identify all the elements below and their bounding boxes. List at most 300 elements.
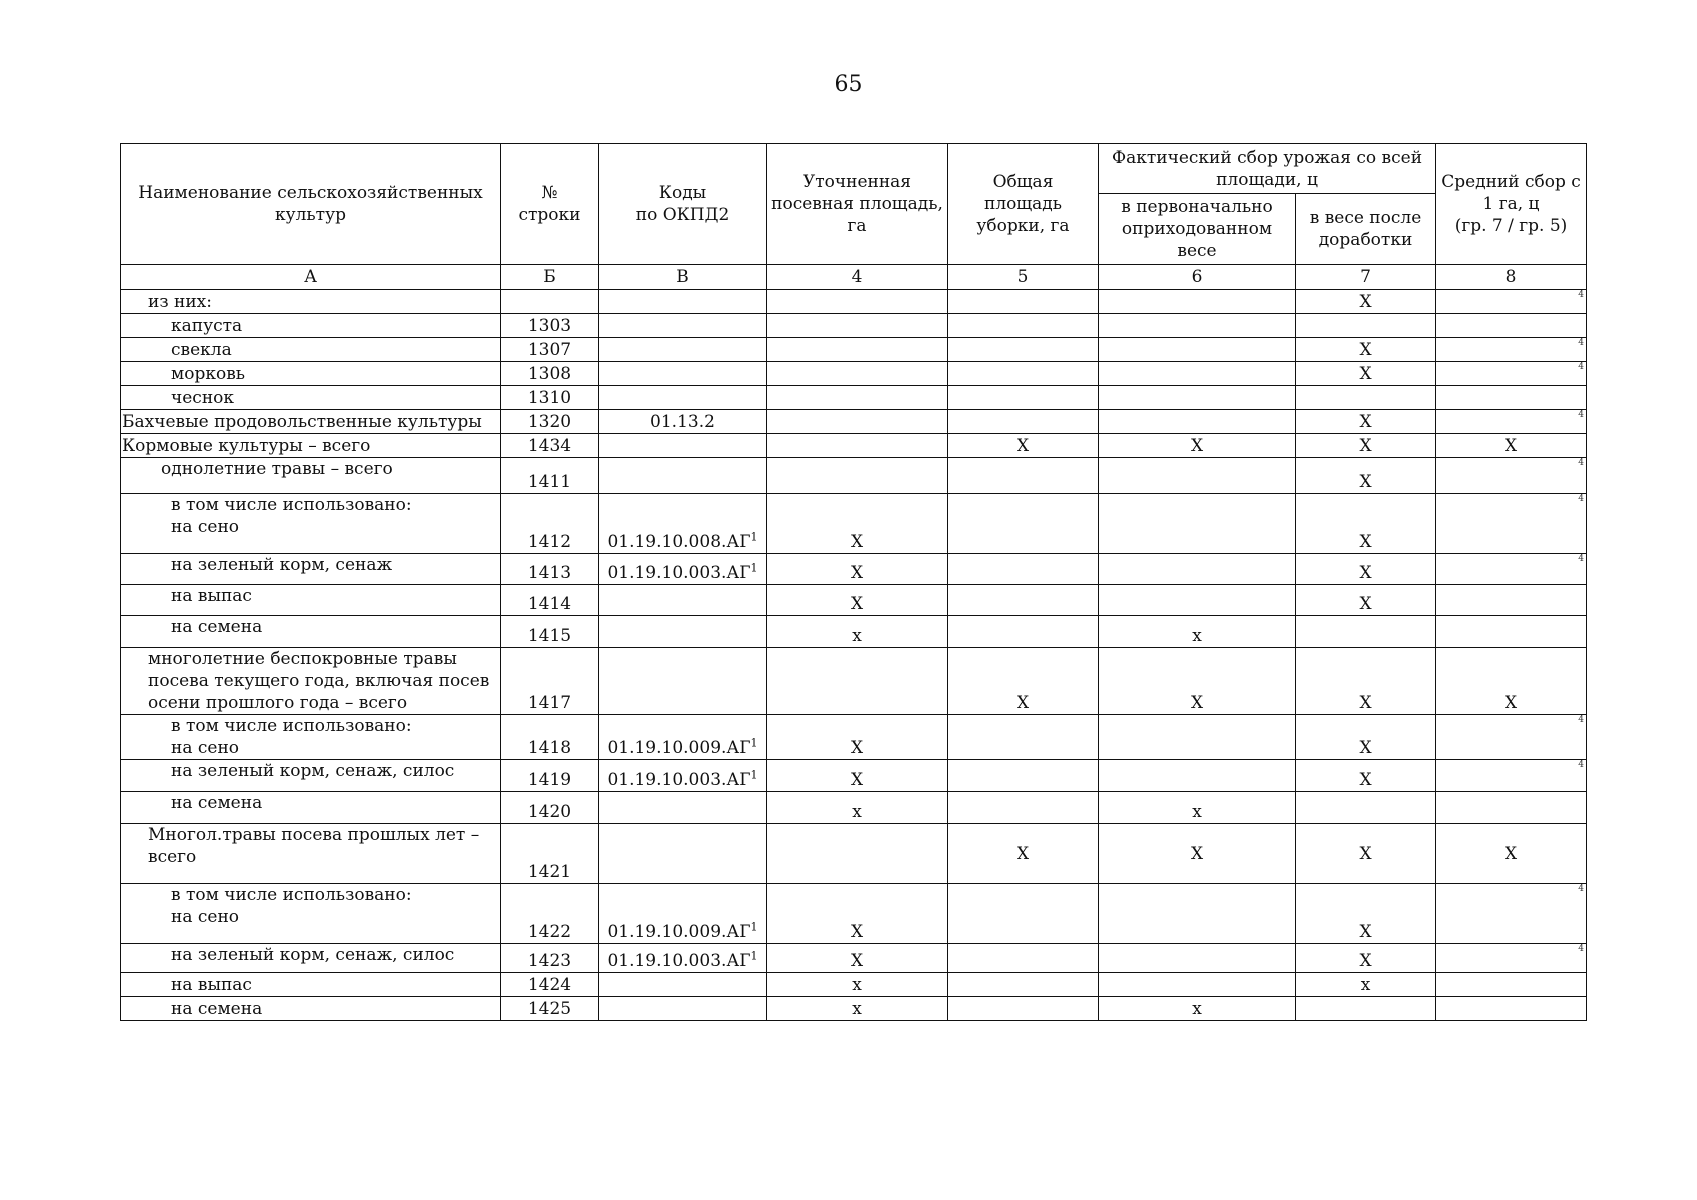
value-cell-7-text: X bbox=[1359, 594, 1372, 614]
row-number-cell bbox=[501, 824, 599, 884]
crop-name-cell bbox=[121, 824, 501, 884]
header-row-number: № строки bbox=[501, 144, 599, 265]
value-cell-7 bbox=[1296, 338, 1436, 362]
value-cell-4 bbox=[767, 824, 948, 884]
footnote-marker: 1 bbox=[750, 920, 758, 934]
header-initial-weight: в первоначально oприходованном весе bbox=[1099, 194, 1296, 265]
value-cell-8 bbox=[1436, 410, 1587, 434]
value-cell-7 bbox=[1296, 824, 1436, 884]
value-cell-8 bbox=[1436, 554, 1587, 585]
value-cell-5 bbox=[948, 338, 1099, 362]
value-cell-6 bbox=[1099, 648, 1296, 715]
row-number-cell bbox=[501, 362, 599, 386]
okpd2-code-cell bbox=[599, 648, 767, 715]
okpd2-code-cell bbox=[599, 585, 767, 616]
value-cell-7 bbox=[1296, 554, 1436, 585]
value-cell-6 bbox=[1099, 458, 1296, 494]
row-number-cell-text: 1412 bbox=[527, 532, 572, 552]
value-cell-8 bbox=[1436, 362, 1587, 386]
crop-name-cell bbox=[121, 648, 501, 715]
footnote-marker: 1 bbox=[750, 561, 758, 575]
okpd2-code-cell bbox=[599, 434, 767, 458]
row-number-cell-text: 1419 bbox=[527, 770, 572, 790]
value-cell-8 bbox=[1436, 824, 1587, 884]
crop-name-cell bbox=[121, 715, 501, 760]
value-cell-7 bbox=[1296, 760, 1436, 792]
header-crop-name: Наименование сельскохозяйственных культур bbox=[121, 144, 501, 265]
crop-name-cell bbox=[121, 290, 501, 314]
row-number-cell-text: 1421 bbox=[527, 862, 572, 882]
value-cell-7 bbox=[1296, 362, 1436, 386]
table-row bbox=[121, 944, 1587, 973]
crop-name-cell-text: чеснок bbox=[171, 388, 235, 408]
value-cell-6-text: X bbox=[1190, 843, 1204, 864]
value-cell-4 bbox=[767, 314, 948, 338]
value-cell-8 bbox=[1436, 792, 1587, 824]
crop-name-cell bbox=[121, 616, 501, 648]
value-cell-6 bbox=[1099, 434, 1296, 458]
table-row bbox=[121, 585, 1587, 616]
table-row bbox=[121, 362, 1587, 386]
table-row bbox=[121, 338, 1587, 362]
crop-name-cell bbox=[121, 314, 501, 338]
value-cell-5 bbox=[948, 554, 1099, 585]
value-cell-4-text: X bbox=[850, 951, 864, 971]
crop-name-cell-text: свекла bbox=[171, 340, 232, 360]
crop-name-cell bbox=[121, 944, 501, 973]
row-number-cell bbox=[501, 458, 599, 494]
value-cell-8 bbox=[1436, 338, 1587, 362]
value-cell-4 bbox=[767, 494, 948, 554]
value-cell-4-text: x bbox=[852, 626, 862, 646]
value-cell-4 bbox=[767, 997, 948, 1021]
value-cell-4 bbox=[767, 410, 948, 434]
okpd2-code-cell-text: 01.19.10.003.АГ bbox=[607, 770, 751, 790]
crop-name-cell bbox=[121, 997, 501, 1021]
value-cell-5 bbox=[948, 494, 1099, 554]
crop-name-cell-text: из них: bbox=[148, 292, 212, 312]
table-row bbox=[121, 386, 1587, 410]
value-cell-8 bbox=[1436, 386, 1587, 410]
value-cell-7 bbox=[1296, 290, 1436, 314]
okpd2-code-cell bbox=[599, 973, 767, 997]
row-number-cell bbox=[501, 616, 599, 648]
crop-name-cell-text: на зеленый корм, сенаж, силос bbox=[171, 761, 455, 781]
okpd2-code-cell-text: 01.13.2 bbox=[650, 412, 715, 432]
okpd2-code-cell bbox=[599, 944, 767, 973]
crop-name-cell bbox=[121, 494, 501, 554]
table-row bbox=[121, 824, 1587, 884]
edge-mark: 4 bbox=[1578, 715, 1584, 725]
okpd2-code-cell bbox=[599, 314, 767, 338]
crop-name-cell-text: в том числе использовано: на сено bbox=[171, 495, 412, 537]
column-letter: Б bbox=[501, 265, 599, 290]
crop-name-cell-text: на семена bbox=[171, 793, 263, 813]
row-number-cell-text: 1423 bbox=[527, 951, 572, 971]
table-row bbox=[121, 997, 1587, 1021]
value-cell-4-text: x bbox=[852, 975, 862, 995]
value-cell-4 bbox=[767, 944, 948, 973]
value-cell-8-text: X bbox=[1504, 436, 1518, 456]
table-row bbox=[121, 494, 1587, 554]
value-cell-7-text: x bbox=[1360, 975, 1371, 995]
value-cell-6-text: x bbox=[1192, 626, 1202, 646]
value-cell-8 bbox=[1436, 585, 1587, 616]
value-cell-8 bbox=[1436, 997, 1587, 1021]
value-cell-7 bbox=[1296, 458, 1436, 494]
value-cell-7-text: X bbox=[1359, 738, 1372, 758]
value-cell-6 bbox=[1099, 973, 1296, 997]
row-number-cell bbox=[501, 585, 599, 616]
row-number-cell bbox=[501, 973, 599, 997]
value-cell-5 bbox=[948, 314, 1099, 338]
table-row bbox=[121, 792, 1587, 824]
value-cell-5 bbox=[948, 290, 1099, 314]
value-cell-5 bbox=[948, 944, 1099, 973]
table-row bbox=[121, 554, 1587, 585]
row-number-cell bbox=[501, 494, 599, 554]
edge-mark: 4 bbox=[1578, 884, 1584, 894]
value-cell-4 bbox=[767, 973, 948, 997]
row-number-cell bbox=[501, 410, 599, 434]
value-cell-8 bbox=[1436, 973, 1587, 997]
okpd2-code-cell-text: 01.19.10.009.АГ bbox=[607, 738, 751, 758]
value-cell-8 bbox=[1436, 458, 1587, 494]
column-letter: В bbox=[599, 265, 767, 290]
crop-name-cell bbox=[121, 458, 501, 494]
row-number-cell bbox=[501, 554, 599, 585]
header-processed-weight: в весе после доработки bbox=[1296, 194, 1436, 265]
column-letter: 8 bbox=[1436, 265, 1587, 290]
row-number-cell-text: 1415 bbox=[527, 626, 572, 646]
okpd2-code-cell bbox=[599, 386, 767, 410]
value-cell-6 bbox=[1099, 760, 1296, 792]
value-cell-4-text: x bbox=[852, 802, 862, 822]
header-okpd2-codes: Коды по ОКПД2 bbox=[599, 144, 767, 265]
value-cell-8 bbox=[1436, 760, 1587, 792]
crop-name-cell-text: капуста bbox=[171, 316, 243, 336]
crop-name-cell-text: однолетние травы – всего bbox=[161, 459, 393, 479]
table-row bbox=[121, 973, 1587, 997]
value-cell-4-text: X bbox=[850, 770, 864, 790]
value-cell-7 bbox=[1296, 585, 1436, 616]
value-cell-6 bbox=[1099, 338, 1296, 362]
row-number-cell bbox=[501, 792, 599, 824]
table-row bbox=[121, 434, 1587, 458]
okpd2-code-cell bbox=[599, 824, 767, 884]
value-cell-5 bbox=[948, 824, 1099, 884]
value-cell-6-text: X bbox=[1190, 693, 1204, 713]
row-number-cell bbox=[501, 386, 599, 410]
value-cell-5 bbox=[948, 386, 1099, 410]
table-row bbox=[121, 314, 1587, 338]
okpd2-code-cell bbox=[599, 760, 767, 792]
value-cell-6 bbox=[1099, 997, 1296, 1021]
okpd2-code-cell bbox=[599, 494, 767, 554]
value-cell-6 bbox=[1099, 824, 1296, 884]
value-cell-4 bbox=[767, 585, 948, 616]
value-cell-5 bbox=[948, 585, 1099, 616]
header-harvest-area: Общая площадь уборки, га bbox=[948, 144, 1099, 265]
value-cell-7 bbox=[1296, 314, 1436, 338]
value-cell-7 bbox=[1296, 715, 1436, 760]
value-cell-4-text: X bbox=[850, 738, 864, 758]
value-cell-7-text: X bbox=[1359, 532, 1372, 552]
crop-name-cell-text: в том числе использовано: на сено bbox=[171, 716, 412, 758]
row-number-cell bbox=[501, 944, 599, 973]
value-cell-4 bbox=[767, 648, 948, 715]
value-cell-7-text: X bbox=[1359, 951, 1372, 971]
value-cell-4 bbox=[767, 616, 948, 648]
value-cell-6 bbox=[1099, 715, 1296, 760]
value-cell-5 bbox=[948, 792, 1099, 824]
value-cell-8-text: X bbox=[1504, 843, 1518, 864]
value-cell-7 bbox=[1296, 973, 1436, 997]
row-number-cell-text: 1422 bbox=[527, 922, 572, 942]
value-cell-5 bbox=[948, 648, 1099, 715]
row-number-cell-text: 1310 bbox=[527, 388, 572, 408]
edge-mark: 4 bbox=[1578, 338, 1584, 348]
table-row bbox=[121, 458, 1587, 494]
value-cell-6 bbox=[1099, 314, 1296, 338]
value-cell-7 bbox=[1296, 616, 1436, 648]
value-cell-5 bbox=[948, 362, 1099, 386]
crop-name-cell-text: Кормовые культуры – всего bbox=[122, 436, 371, 456]
value-cell-7-text: X bbox=[1359, 563, 1372, 583]
value-cell-8 bbox=[1436, 434, 1587, 458]
value-cell-8 bbox=[1436, 494, 1587, 554]
crop-name-cell bbox=[121, 386, 501, 410]
row-number-cell bbox=[501, 648, 599, 715]
row-number-cell bbox=[501, 997, 599, 1021]
row-number-cell-text: 1424 bbox=[527, 975, 572, 995]
crop-name-cell-text: Многол.травы посева прошлых лет – всего bbox=[148, 825, 480, 867]
value-cell-5 bbox=[948, 760, 1099, 792]
value-cell-7-text: X bbox=[1359, 292, 1372, 312]
table-row bbox=[121, 884, 1587, 944]
value-cell-5 bbox=[948, 458, 1099, 494]
value-cell-5 bbox=[948, 997, 1099, 1021]
crop-name-cell bbox=[121, 792, 501, 824]
edge-mark: 4 bbox=[1578, 362, 1584, 372]
value-cell-7 bbox=[1296, 386, 1436, 410]
okpd2-code-cell bbox=[599, 792, 767, 824]
value-cell-7-text: X bbox=[1359, 770, 1372, 790]
value-cell-7-text: X bbox=[1359, 843, 1372, 864]
edge-mark: 4 bbox=[1578, 290, 1584, 300]
crop-name-cell-text: на семена bbox=[171, 999, 263, 1019]
value-cell-7 bbox=[1296, 944, 1436, 973]
row-number-cell bbox=[501, 884, 599, 944]
value-cell-7-text: X bbox=[1359, 472, 1372, 492]
value-cell-7 bbox=[1296, 648, 1436, 715]
value-cell-4-text: X bbox=[850, 532, 864, 552]
value-cell-6 bbox=[1099, 585, 1296, 616]
value-cell-5 bbox=[948, 884, 1099, 944]
value-cell-4 bbox=[767, 362, 948, 386]
okpd2-code-cell bbox=[599, 290, 767, 314]
value-cell-5-text: X bbox=[1016, 693, 1030, 713]
header-sown-area: Уточненная посевная площадь, га bbox=[767, 144, 948, 265]
table-row bbox=[121, 410, 1587, 434]
header-average-yield: Средний сбор с 1 га, ц (гр. 7 / гр. 5) bbox=[1436, 144, 1587, 265]
okpd2-code-cell bbox=[599, 554, 767, 585]
value-cell-4-text: X bbox=[850, 594, 864, 614]
okpd2-code-cell bbox=[599, 410, 767, 434]
crop-name-cell-text: на выпас bbox=[171, 975, 252, 995]
crop-harvest-table bbox=[120, 143, 1587, 1021]
value-cell-8 bbox=[1436, 944, 1587, 973]
value-cell-7 bbox=[1296, 410, 1436, 434]
row-number-cell bbox=[501, 290, 599, 314]
value-cell-7-text: X bbox=[1359, 693, 1372, 713]
value-cell-4-text: x bbox=[852, 999, 862, 1019]
value-cell-4 bbox=[767, 554, 948, 585]
edge-mark: 4 bbox=[1578, 410, 1584, 420]
value-cell-4-text: X bbox=[850, 922, 864, 942]
table-row bbox=[121, 290, 1587, 314]
okpd2-code-cell-text: 01.19.10.009.АГ bbox=[607, 922, 751, 942]
crop-name-cell bbox=[121, 973, 501, 997]
value-cell-6 bbox=[1099, 616, 1296, 648]
row-number-cell bbox=[501, 434, 599, 458]
value-cell-4-text: X bbox=[850, 563, 864, 583]
crop-name-cell bbox=[121, 585, 501, 616]
edge-mark: 4 bbox=[1578, 760, 1584, 770]
value-cell-7 bbox=[1296, 494, 1436, 554]
footnote-marker: 1 bbox=[750, 530, 758, 544]
crop-name-cell bbox=[121, 434, 501, 458]
header-actual-harvest: Фактический сбор урожая со всей площади, ц bbox=[1099, 144, 1436, 194]
column-letter: 4 bbox=[767, 265, 948, 290]
value-cell-8 bbox=[1436, 290, 1587, 314]
value-cell-8 bbox=[1436, 314, 1587, 338]
okpd2-code-cell bbox=[599, 362, 767, 386]
row-number-cell-text: 1413 bbox=[527, 563, 572, 583]
value-cell-5 bbox=[948, 616, 1099, 648]
value-cell-4 bbox=[767, 290, 948, 314]
column-letter: 5 bbox=[948, 265, 1099, 290]
okpd2-code-cell bbox=[599, 715, 767, 760]
row-number-cell bbox=[501, 715, 599, 760]
okpd2-code-cell bbox=[599, 616, 767, 648]
page-number: 65 bbox=[834, 72, 863, 97]
value-cell-5 bbox=[948, 973, 1099, 997]
edge-mark: 4 bbox=[1578, 494, 1584, 504]
row-number-cell-text: 1418 bbox=[527, 738, 572, 758]
value-cell-6 bbox=[1099, 554, 1296, 585]
value-cell-5-text: X bbox=[1016, 843, 1030, 864]
table-row bbox=[121, 760, 1587, 792]
value-cell-7-text: X bbox=[1359, 922, 1372, 942]
value-cell-6 bbox=[1099, 792, 1296, 824]
value-cell-4 bbox=[767, 434, 948, 458]
okpd2-code-cell-text: 01.19.10.003.АГ bbox=[607, 951, 751, 971]
column-letter: 7 bbox=[1296, 265, 1436, 290]
crop-name-cell bbox=[121, 554, 501, 585]
row-number-cell-text: 1434 bbox=[527, 436, 572, 456]
footnote-marker: 1 bbox=[750, 949, 758, 963]
value-cell-4 bbox=[767, 715, 948, 760]
crop-name-cell-text: морковь bbox=[171, 364, 246, 384]
crop-name-cell bbox=[121, 884, 501, 944]
value-cell-4 bbox=[767, 884, 948, 944]
okpd2-code-cell-text: 01.19.10.008.АГ bbox=[607, 532, 751, 552]
value-cell-4 bbox=[767, 760, 948, 792]
value-cell-8 bbox=[1436, 648, 1587, 715]
row-number-cell-text: 1417 bbox=[527, 693, 572, 713]
footnote-marker: 1 bbox=[750, 736, 758, 750]
okpd2-code-cell-text: 01.19.10.003.АГ bbox=[607, 563, 751, 583]
value-cell-7-text: X bbox=[1359, 436, 1372, 456]
okpd2-code-cell bbox=[599, 997, 767, 1021]
crop-name-cell bbox=[121, 760, 501, 792]
row-number-cell-text: 1414 bbox=[527, 594, 572, 614]
value-cell-6 bbox=[1099, 290, 1296, 314]
value-cell-4 bbox=[767, 386, 948, 410]
edge-mark: 4 bbox=[1578, 458, 1584, 468]
row-number-cell-text: 1307 bbox=[527, 340, 572, 360]
value-cell-5 bbox=[948, 410, 1099, 434]
column-letters-row bbox=[121, 265, 1587, 290]
row-number-cell bbox=[501, 338, 599, 362]
value-cell-6 bbox=[1099, 410, 1296, 434]
table-row bbox=[121, 648, 1587, 715]
value-cell-6 bbox=[1099, 386, 1296, 410]
table-row bbox=[121, 616, 1587, 648]
crop-name-cell bbox=[121, 362, 501, 386]
value-cell-4 bbox=[767, 792, 948, 824]
column-letter: А bbox=[121, 265, 501, 290]
row-number-cell-text: 1425 bbox=[527, 999, 572, 1019]
table-row bbox=[121, 715, 1587, 760]
row-number-cell bbox=[501, 314, 599, 338]
crop-name-cell bbox=[121, 338, 501, 362]
value-cell-6-text: x bbox=[1192, 802, 1202, 822]
crop-name-cell-text: на семена bbox=[171, 617, 263, 637]
value-cell-7 bbox=[1296, 884, 1436, 944]
value-cell-5 bbox=[948, 434, 1099, 458]
crop-name-cell-text: в том числе использовано: на сено bbox=[171, 885, 412, 927]
crop-name-cell-text: Бахчевые продовольственные культуры bbox=[122, 412, 482, 432]
footnote-marker: 1 bbox=[750, 768, 758, 782]
edge-mark: 4 bbox=[1578, 554, 1584, 564]
value-cell-7-text: X bbox=[1359, 340, 1372, 360]
value-cell-6-text: x bbox=[1192, 999, 1202, 1019]
value-cell-6-text: X bbox=[1190, 436, 1204, 456]
value-cell-8 bbox=[1436, 884, 1587, 944]
value-cell-6 bbox=[1099, 494, 1296, 554]
okpd2-code-cell bbox=[599, 338, 767, 362]
crop-name-cell bbox=[121, 410, 501, 434]
crop-name-cell-text: на зеленый корм, сенаж bbox=[171, 555, 393, 575]
value-cell-8 bbox=[1436, 715, 1587, 760]
row-number-cell-text: 1420 bbox=[527, 802, 572, 822]
row-number-cell-text: 1303 bbox=[527, 316, 572, 336]
column-letter: 6 bbox=[1099, 265, 1296, 290]
value-cell-6 bbox=[1099, 944, 1296, 973]
value-cell-4 bbox=[767, 458, 948, 494]
row-number-cell bbox=[501, 760, 599, 792]
value-cell-5-text: X bbox=[1016, 436, 1030, 456]
value-cell-8 bbox=[1436, 616, 1587, 648]
okpd2-code-cell bbox=[599, 458, 767, 494]
crop-name-cell-text: на выпас bbox=[171, 586, 252, 606]
okpd2-code-cell bbox=[599, 884, 767, 944]
value-cell-7 bbox=[1296, 434, 1436, 458]
value-cell-8-text: X bbox=[1504, 693, 1518, 713]
value-cell-7-text: X bbox=[1359, 412, 1372, 432]
